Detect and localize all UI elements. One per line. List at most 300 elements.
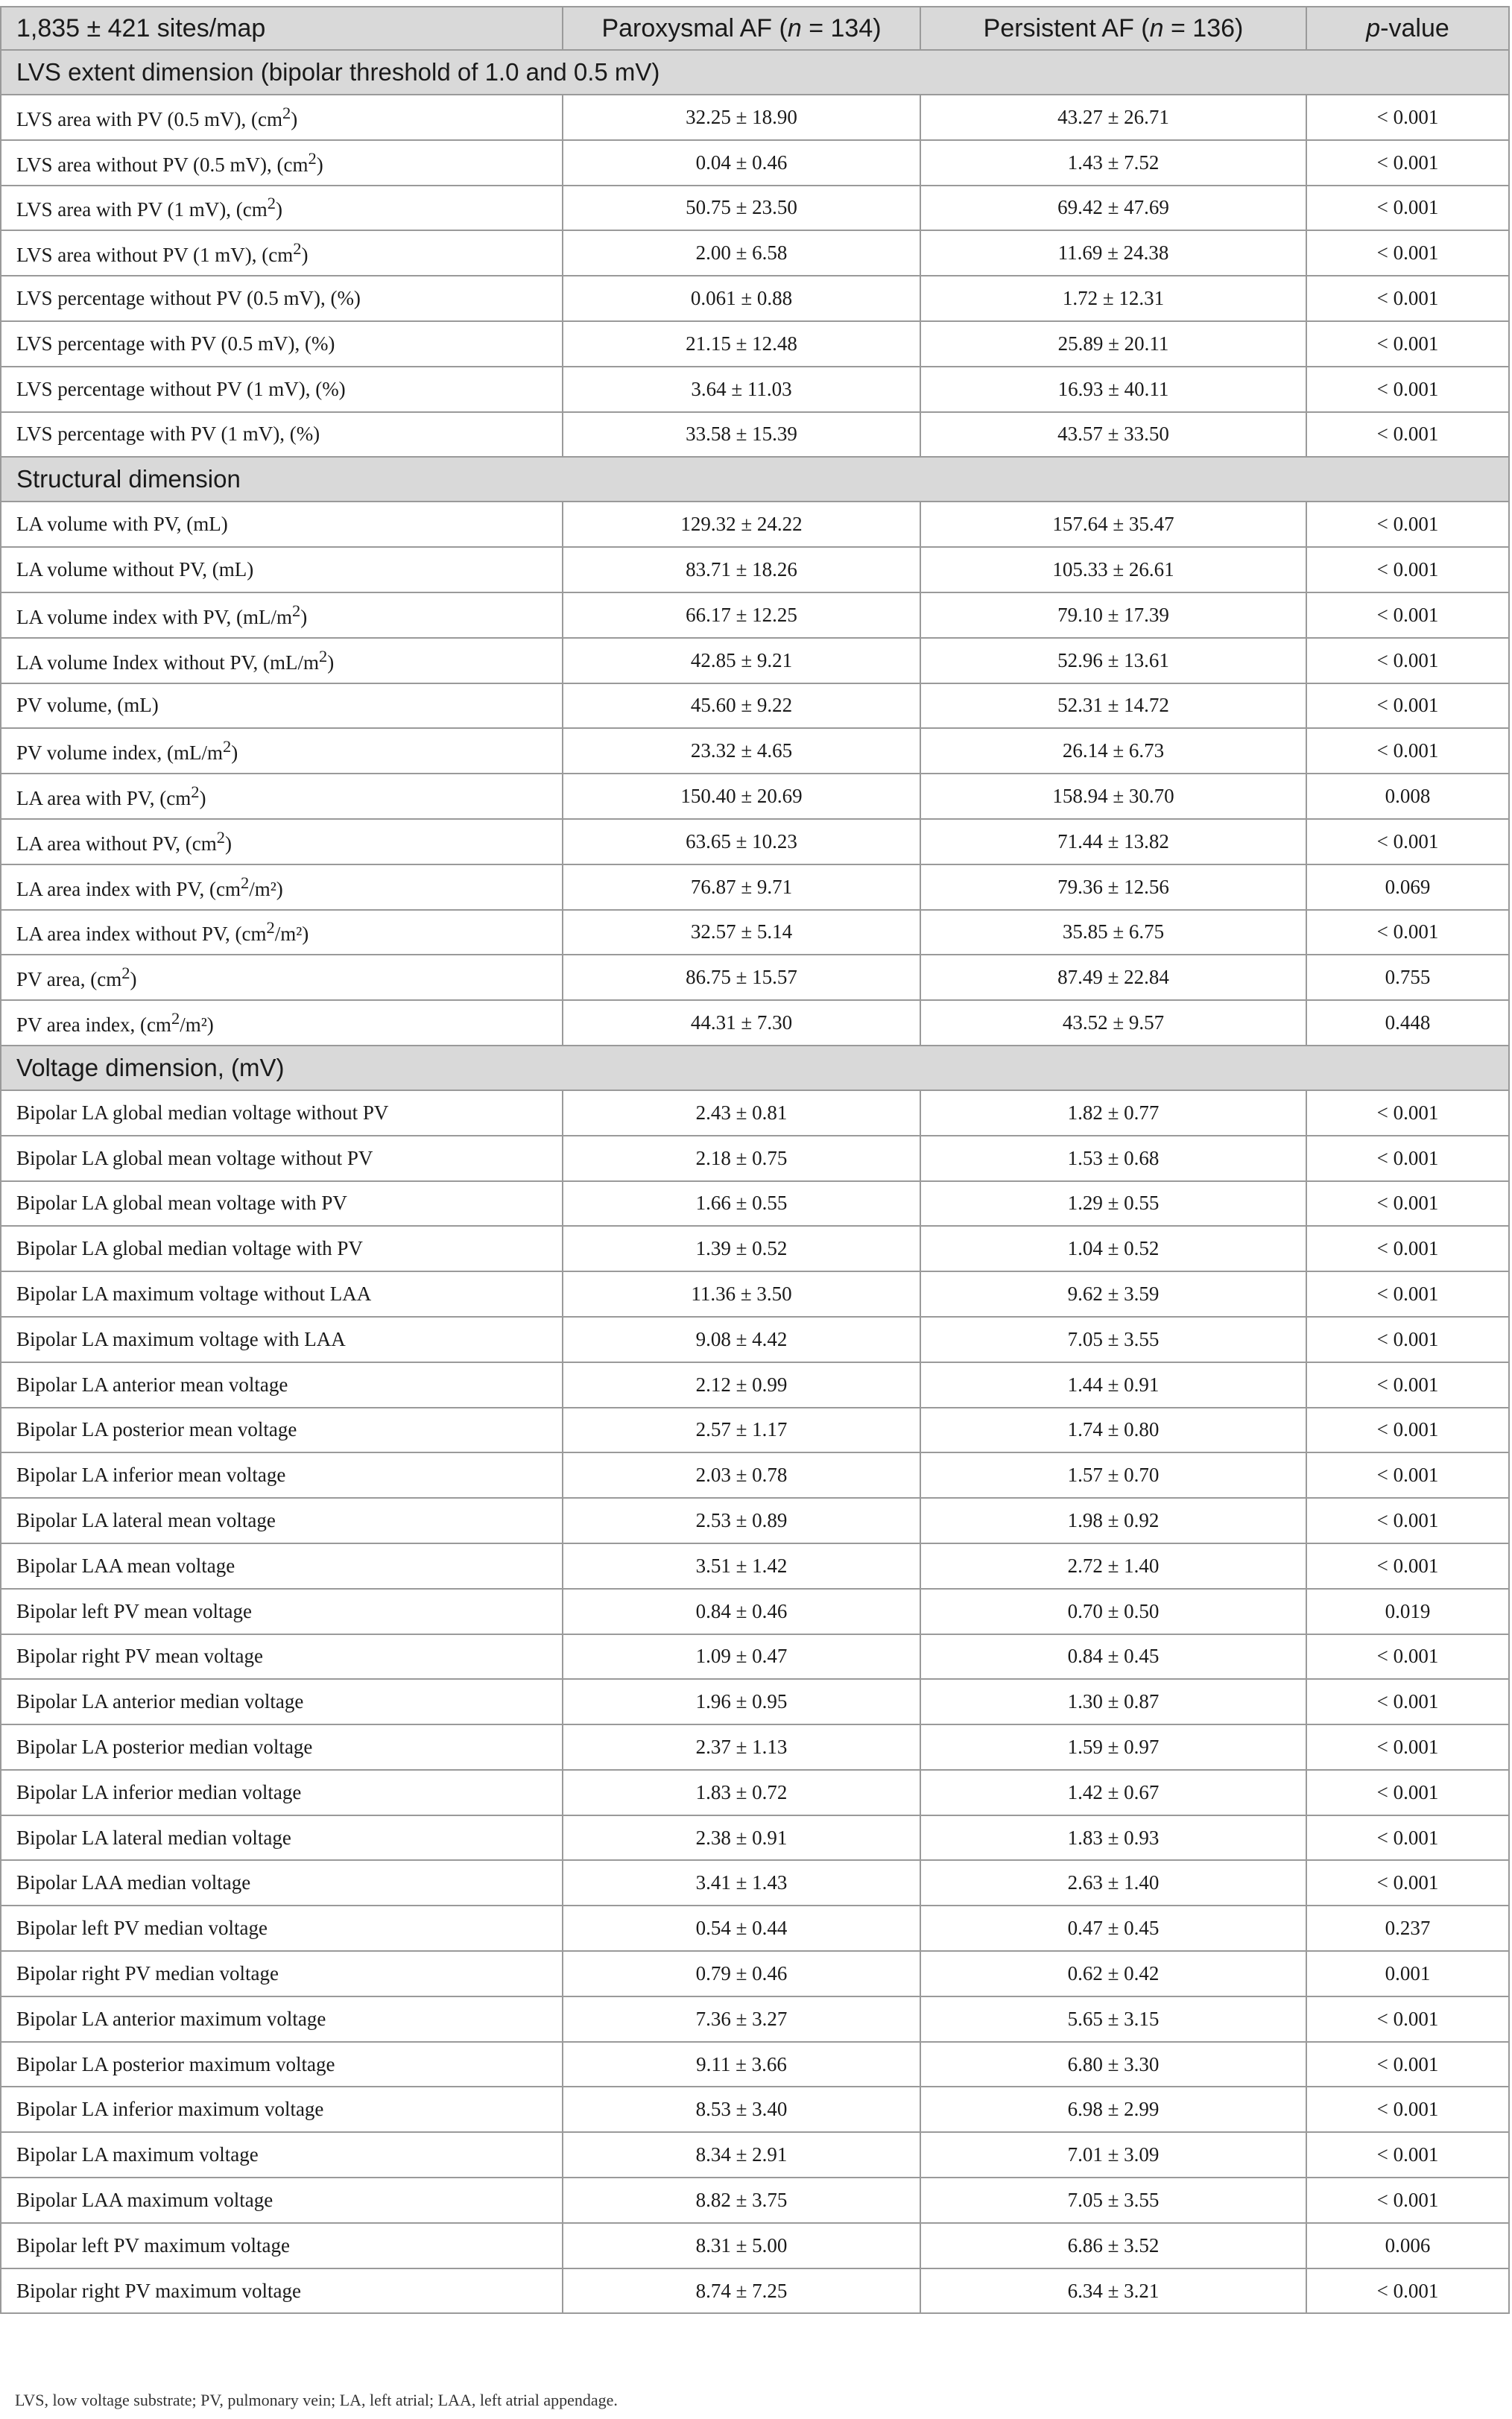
row-label-superscript: 2 — [267, 194, 276, 213]
paroxysmal-value: 83.71 ± 18.26 — [563, 547, 920, 592]
paroxysmal-value: 8.53 ± 3.40 — [563, 2087, 920, 2132]
row-label-text: Bipolar LA anterior maximum voltage — [16, 2007, 326, 2030]
row-label — [1, 1906, 563, 1951]
row-label — [1, 2223, 563, 2268]
persistent-value: 1.83 ± 0.93 — [920, 1815, 1306, 1861]
table-row — [1, 1362, 1509, 1408]
p-value: < 0.001 — [1306, 547, 1509, 592]
row-label-text: Bipolar LA inferior maximum voltage — [16, 2098, 324, 2121]
persistent-value: 43.52 ± 9.57 — [920, 1000, 1306, 1046]
persistent-value: 35.85 ± 6.75 — [920, 910, 1306, 955]
table-row — [1, 2087, 1509, 2132]
p-value: < 0.001 — [1306, 819, 1509, 864]
row-label — [1, 2132, 563, 2178]
p-value: < 0.001 — [1306, 1543, 1509, 1589]
section-row — [1, 50, 1509, 95]
row-label-text: Bipolar LA global mean voltage without PV — [16, 1146, 373, 1169]
row-label-superscript: 2 — [223, 737, 232, 756]
p-value: < 0.001 — [1306, 321, 1509, 367]
p-value: < 0.001 — [1306, 1317, 1509, 1362]
row-label — [1, 276, 563, 321]
table-row — [1, 728, 1509, 774]
row-label — [1, 1770, 563, 1815]
row-label-text: LA area without PV, (cm — [16, 832, 217, 855]
persistent-value: 1.98 ± 0.92 — [920, 1498, 1306, 1543]
footnote: LVS, low voltage substrate; PV, pulmonary vein; LA, left atrial; LAA, left atrial appendage. — [15, 2391, 618, 2409]
row-label-text: Bipolar LA lateral mean voltage — [16, 1509, 276, 1531]
row-label — [1, 1634, 563, 1680]
paroxysmal-value: 2.00 ± 6.58 — [563, 230, 920, 276]
row-label — [1, 1815, 563, 1861]
persistent-value: 1.74 ± 0.80 — [920, 1408, 1306, 1453]
row-label — [1, 321, 563, 367]
section-title: LVS extent dimension (bipolar threshold of 1.0 and 0.5 mV) — [1, 50, 1509, 95]
table-row — [1, 1498, 1509, 1543]
table-row — [1, 1589, 1509, 1634]
paroxysmal-value: 8.74 ± 7.25 — [563, 2268, 920, 2314]
table-row — [1, 502, 1509, 547]
row-label-text: LVS area without PV (1 mV), (cm — [16, 244, 294, 267]
row-label — [1, 1452, 563, 1498]
row-label-superscript: 2 — [293, 239, 302, 259]
persistent-value: 6.98 ± 2.99 — [920, 2087, 1306, 2132]
p-value: < 0.001 — [1306, 2132, 1509, 2178]
paroxysmal-value: 7.36 ± 3.27 — [563, 1996, 920, 2042]
paroxysmal-value: 1.83 ± 0.72 — [563, 1770, 920, 1815]
row-label — [1, 819, 563, 864]
persistent-value: 7.05 ± 3.55 — [920, 2178, 1306, 2223]
table-row — [1, 1271, 1509, 1317]
persistent-value: 25.89 ± 20.11 — [920, 321, 1306, 367]
paroxysmal-value: 1.09 ± 0.47 — [563, 1634, 920, 1680]
row-label-tail: ) — [275, 198, 282, 221]
p-value: < 0.001 — [1306, 1271, 1509, 1317]
p-value: < 0.001 — [1306, 2268, 1509, 2314]
p-value: < 0.001 — [1306, 1679, 1509, 1724]
table-row — [1, 2042, 1509, 2087]
paroxysmal-value: 66.17 ± 12.25 — [563, 592, 920, 638]
row-label — [1, 412, 563, 458]
table-row — [1, 321, 1509, 367]
row-label-superscript: 2 — [292, 601, 301, 620]
row-label — [1, 774, 563, 819]
table-row — [1, 547, 1509, 592]
row-label-tail: ) — [130, 968, 137, 991]
table-row — [1, 1951, 1509, 1996]
persistent-value: 157.64 ± 35.47 — [920, 502, 1306, 547]
paroxysmal-value: 2.18 ± 0.75 — [563, 1136, 920, 1181]
table-row — [1, 1860, 1509, 1906]
table-row — [1, 1408, 1509, 1453]
row-label-text: LA volume without PV, (mL) — [16, 558, 254, 581]
row-label-text: LA volume with PV, (mL) — [16, 513, 228, 536]
row-label — [1, 1362, 563, 1408]
table-row — [1, 367, 1509, 412]
row-label-text: Bipolar right PV median voltage — [16, 1961, 279, 1985]
section-title: Structural dimension — [1, 457, 1509, 502]
header-persistent-n: n — [1149, 13, 1164, 42]
row-label-text: LA volume Index without PV, (mL/m — [16, 651, 319, 674]
table-row — [1, 864, 1509, 910]
header-paroxysmal — [563, 7, 920, 50]
table-row — [1, 1181, 1509, 1227]
paroxysmal-value: 11.36 ± 3.50 — [563, 1271, 920, 1317]
row-label-text: PV volume index, (mL/m — [16, 741, 223, 765]
row-label-text: LA volume index with PV, (mL/m — [16, 605, 292, 628]
paroxysmal-value: 32.57 ± 5.14 — [563, 910, 920, 955]
persistent-value: 1.43 ± 7.52 — [920, 140, 1306, 186]
row-label-text: LVS area with PV (1 mV), (cm — [16, 198, 268, 221]
row-label-text: Bipolar LA global mean voltage with PV — [16, 1192, 347, 1215]
persistent-value: 6.34 ± 3.21 — [920, 2268, 1306, 2314]
table-row — [1, 2178, 1509, 2223]
persistent-value: 1.53 ± 0.68 — [920, 1136, 1306, 1181]
row-label-superscript: 2 — [266, 918, 275, 937]
row-label-text: Bipolar LA anterior mean voltage — [16, 1373, 288, 1396]
row-label-superscript: 2 — [319, 646, 328, 665]
p-value: < 0.001 — [1306, 1815, 1509, 1861]
persistent-value: 71.44 ± 13.82 — [920, 819, 1306, 864]
persistent-value: 6.86 ± 3.52 — [920, 2223, 1306, 2268]
p-value: < 0.001 — [1306, 1408, 1509, 1453]
paroxysmal-value: 44.31 ± 7.30 — [563, 1000, 920, 1046]
persistent-value: 1.42 ± 0.67 — [920, 1770, 1306, 1815]
paroxysmal-value: 1.96 ± 0.95 — [563, 1679, 920, 1724]
row-label — [1, 1724, 563, 1770]
header-row — [1, 7, 1509, 50]
persistent-value: 1.72 ± 12.31 — [920, 276, 1306, 321]
p-value: < 0.001 — [1306, 186, 1509, 231]
p-value: < 0.001 — [1306, 2087, 1509, 2132]
p-value: < 0.001 — [1306, 683, 1509, 729]
row-label-text: LVS area with PV (0.5 mV), (cm — [16, 107, 282, 130]
persistent-value: 0.62 ± 0.42 — [920, 1951, 1306, 1996]
row-label — [1, 1271, 563, 1317]
paroxysmal-value: 150.40 ± 20.69 — [563, 774, 920, 819]
table-row — [1, 1452, 1509, 1498]
paroxysmal-value: 0.04 ± 0.46 — [563, 140, 920, 186]
persistent-value: 7.05 ± 3.55 — [920, 1317, 1306, 1362]
table-row — [1, 910, 1509, 955]
paroxysmal-value: 9.11 ± 3.66 — [563, 2042, 920, 2087]
p-value: 0.755 — [1306, 955, 1509, 1000]
row-label — [1, 95, 563, 140]
row-label-tail: ) — [300, 605, 308, 628]
p-value: < 0.001 — [1306, 910, 1509, 955]
row-label — [1, 1136, 563, 1181]
row-label-text: PV area index, (cm — [16, 1014, 171, 1037]
row-label-tail: ) — [301, 244, 309, 267]
row-label-superscript: 2 — [121, 964, 130, 983]
persistent-value: 9.62 ± 3.59 — [920, 1271, 1306, 1317]
row-label-tail: ) — [291, 107, 298, 130]
row-label — [1, 1408, 563, 1453]
row-label-text: LVS percentage with PV (0.5 mV), (%) — [16, 332, 335, 355]
row-label — [1, 864, 563, 910]
paroxysmal-value: 42.85 ± 9.21 — [563, 638, 920, 683]
header-p-suffix: -value — [1380, 13, 1449, 42]
row-label-tail: ) — [199, 787, 206, 810]
table-row — [1, 276, 1509, 321]
row-label — [1, 1226, 563, 1271]
paroxysmal-value: 2.43 ± 0.81 — [563, 1090, 920, 1136]
paroxysmal-value: 2.03 ± 0.78 — [563, 1452, 920, 1498]
row-label — [1, 2087, 563, 2132]
row-label-text: LVS percentage with PV (1 mV), (%) — [16, 423, 320, 446]
section-row — [1, 457, 1509, 502]
row-label — [1, 186, 563, 231]
p-value: < 0.001 — [1306, 1136, 1509, 1181]
table-row — [1, 2132, 1509, 2178]
table-row — [1, 1226, 1509, 1271]
row-label — [1, 1679, 563, 1724]
row-label-text: Bipolar left PV median voltage — [16, 1917, 268, 1940]
p-value: < 0.001 — [1306, 2178, 1509, 2223]
persistent-value: 1.82 ± 0.77 — [920, 1090, 1306, 1136]
table-row — [1, 1724, 1509, 1770]
table-row — [1, 774, 1509, 819]
paroxysmal-value: 2.53 ± 0.89 — [563, 1498, 920, 1543]
row-label-superscript: 2 — [171, 1009, 180, 1028]
row-label-text: Bipolar LA maximum voltage with LAA — [16, 1327, 346, 1350]
row-label-text: Bipolar LA global median voltage without PV — [16, 1101, 389, 1124]
table-row — [1, 1815, 1509, 1861]
p-value: < 0.001 — [1306, 592, 1509, 638]
row-label — [1, 1000, 563, 1046]
persistent-value: 1.30 ± 0.87 — [920, 1679, 1306, 1724]
table-row — [1, 1770, 1509, 1815]
table-row — [1, 592, 1509, 638]
paroxysmal-value: 0.061 ± 0.88 — [563, 276, 920, 321]
header-sites-map: 1,835 ± 421 sites/map — [1, 7, 563, 50]
row-label — [1, 230, 563, 276]
row-label — [1, 502, 563, 547]
p-value: < 0.001 — [1306, 1452, 1509, 1498]
row-label-text: Bipolar LAA maximum voltage — [16, 2188, 273, 2211]
row-label — [1, 1317, 563, 1362]
p-value: < 0.001 — [1306, 276, 1509, 321]
section-row — [1, 1046, 1509, 1090]
row-label-text: PV area, (cm — [16, 968, 122, 991]
row-label-text: Bipolar LA maximum voltage without LAA — [16, 1283, 372, 1306]
row-label — [1, 1860, 563, 1906]
persistent-value: 43.57 ± 33.50 — [920, 412, 1306, 458]
persistent-value: 52.96 ± 13.61 — [920, 638, 1306, 683]
p-value: 0.001 — [1306, 1951, 1509, 1996]
header-persistent-suffix: = 136) — [1163, 13, 1244, 42]
paroxysmal-value: 0.79 ± 0.46 — [563, 1951, 920, 1996]
p-value: 0.448 — [1306, 1000, 1509, 1046]
table-row — [1, 140, 1509, 186]
row-label — [1, 683, 563, 729]
paroxysmal-value: 2.12 ± 0.99 — [563, 1362, 920, 1408]
p-value: < 0.001 — [1306, 1362, 1509, 1408]
p-value: < 0.001 — [1306, 1090, 1509, 1136]
paroxysmal-value: 0.84 ± 0.46 — [563, 1589, 920, 1634]
row-label-tail: /m²) — [180, 1014, 214, 1037]
persistent-value: 0.47 ± 0.45 — [920, 1906, 1306, 1951]
p-value: < 0.001 — [1306, 367, 1509, 412]
persistent-value: 1.44 ± 0.91 — [920, 1362, 1306, 1408]
row-label-text: Bipolar LA inferior median voltage — [16, 1780, 302, 1803]
p-value: 0.237 — [1306, 1906, 1509, 1951]
table-row — [1, 638, 1509, 683]
persistent-value: 79.10 ± 17.39 — [920, 592, 1306, 638]
table-row — [1, 1317, 1509, 1362]
row-label-tail: /m²) — [274, 923, 309, 946]
row-label-text: Bipolar left PV maximum voltage — [16, 2233, 290, 2257]
table-row — [1, 2268, 1509, 2314]
row-label-superscript: 2 — [282, 103, 291, 122]
persistent-value: 0.84 ± 0.45 — [920, 1634, 1306, 1680]
row-label-superscript: 2 — [191, 782, 200, 802]
persistent-value: 52.31 ± 14.72 — [920, 683, 1306, 729]
p-value: < 0.001 — [1306, 1860, 1509, 1906]
persistent-value: 1.59 ± 0.97 — [920, 1724, 1306, 1770]
table-row — [1, 683, 1509, 729]
row-label — [1, 2178, 563, 2223]
row-label-text: Bipolar LA inferior mean voltage — [16, 1464, 286, 1487]
persistent-value: 2.72 ± 1.40 — [920, 1543, 1306, 1589]
row-label — [1, 140, 563, 186]
row-label-text: LA area index with PV, (cm — [16, 877, 241, 900]
persistent-value: 87.49 ± 22.84 — [920, 955, 1306, 1000]
persistent-value: 5.65 ± 3.15 — [920, 1996, 1306, 2042]
table-row — [1, 1906, 1509, 1951]
table-row — [1, 1996, 1509, 2042]
paroxysmal-value: 86.75 ± 15.57 — [563, 955, 920, 1000]
table-row — [1, 1136, 1509, 1181]
p-value: < 0.001 — [1306, 2042, 1509, 2087]
paroxysmal-value: 1.39 ± 0.52 — [563, 1226, 920, 1271]
row-label — [1, 1951, 563, 1996]
persistent-value: 16.93 ± 40.11 — [920, 367, 1306, 412]
p-value: 0.019 — [1306, 1589, 1509, 1634]
table-row — [1, 230, 1509, 276]
row-label-text: LVS percentage without PV (0.5 mV), (%) — [16, 287, 361, 310]
row-label-text: Bipolar right PV maximum voltage — [16, 2279, 301, 2302]
row-label-text: PV volume, (mL) — [16, 694, 159, 717]
p-value: < 0.001 — [1306, 1996, 1509, 2042]
section-title: Voltage dimension, (mV) — [1, 1046, 1509, 1090]
table-row — [1, 95, 1509, 140]
row-label — [1, 1090, 563, 1136]
paroxysmal-value: 2.37 ± 1.13 — [563, 1724, 920, 1770]
row-label-text: LA area with PV, (cm — [16, 787, 192, 810]
persistent-value: 0.70 ± 0.50 — [920, 1589, 1306, 1634]
row-label-text: LVS area without PV (0.5 mV), (cm — [16, 153, 309, 176]
row-label-tail: ) — [316, 153, 323, 176]
paroxysmal-value: 9.08 ± 4.42 — [563, 1317, 920, 1362]
paroxysmal-value: 0.54 ± 0.44 — [563, 1906, 920, 1951]
table-row — [1, 1679, 1509, 1724]
persistent-value: 6.80 ± 3.30 — [920, 2042, 1306, 2087]
persistent-value: 26.14 ± 6.73 — [920, 728, 1306, 774]
persistent-value: 43.27 ± 26.71 — [920, 95, 1306, 140]
paroxysmal-value: 32.25 ± 18.90 — [563, 95, 920, 140]
header-paroxysmal-suffix: = 134) — [801, 13, 882, 42]
p-value: < 0.001 — [1306, 95, 1509, 140]
row-label-superscript: 2 — [240, 873, 250, 892]
row-label — [1, 910, 563, 955]
paroxysmal-value: 23.32 ± 4.65 — [563, 728, 920, 774]
paroxysmal-value: 2.38 ± 0.91 — [563, 1815, 920, 1861]
row-label-text: Bipolar LA anterior median voltage — [16, 1690, 304, 1713]
p-value: < 0.001 — [1306, 1226, 1509, 1271]
paroxysmal-value: 3.64 ± 11.03 — [563, 367, 920, 412]
table-row — [1, 955, 1509, 1000]
row-label — [1, 1996, 563, 2042]
table-row — [1, 1634, 1509, 1680]
table-row — [1, 412, 1509, 458]
row-label — [1, 1498, 563, 1543]
persistent-value: 2.63 ± 1.40 — [920, 1860, 1306, 1906]
paroxysmal-value: 76.87 ± 9.71 — [563, 864, 920, 910]
paroxysmal-value: 8.82 ± 3.75 — [563, 2178, 920, 2223]
table-row — [1, 1090, 1509, 1136]
row-label-text: Bipolar LAA median voltage — [16, 1871, 251, 1894]
p-value: < 0.001 — [1306, 1724, 1509, 1770]
row-label-superscript: 2 — [308, 148, 317, 168]
row-label — [1, 955, 563, 1000]
paroxysmal-value: 33.58 ± 15.39 — [563, 412, 920, 458]
table-row — [1, 186, 1509, 231]
row-label-text: Bipolar LA global median voltage with PV — [16, 1237, 363, 1260]
row-label — [1, 1181, 563, 1227]
row-label — [1, 1543, 563, 1589]
persistent-value: 1.29 ± 0.55 — [920, 1181, 1306, 1227]
row-label — [1, 547, 563, 592]
paroxysmal-value: 8.34 ± 2.91 — [563, 2132, 920, 2178]
p-value: < 0.001 — [1306, 638, 1509, 683]
persistent-value: 7.01 ± 3.09 — [920, 2132, 1306, 2178]
paroxysmal-value: 129.32 ± 24.22 — [563, 502, 920, 547]
row-label-text: Bipolar LA posterior median voltage — [16, 1735, 313, 1758]
header-paroxysmal-n: n — [787, 13, 802, 42]
header-p-value — [1306, 7, 1509, 50]
row-label — [1, 2268, 563, 2314]
header-paroxysmal-prefix: Paroxysmal AF ( — [601, 13, 788, 42]
p-value: < 0.001 — [1306, 728, 1509, 774]
header-persistent — [920, 7, 1306, 50]
paroxysmal-value: 63.65 ± 10.23 — [563, 819, 920, 864]
row-label-superscript: 2 — [216, 827, 225, 847]
p-value: < 0.001 — [1306, 1181, 1509, 1227]
paroxysmal-value: 8.31 ± 5.00 — [563, 2223, 920, 2268]
paroxysmal-value: 3.51 ± 1.42 — [563, 1543, 920, 1589]
row-label-text: Bipolar LA maximum voltage — [16, 2143, 259, 2166]
p-value: 0.069 — [1306, 864, 1509, 910]
paroxysmal-value: 3.41 ± 1.43 — [563, 1860, 920, 1906]
row-label — [1, 1589, 563, 1634]
p-value: < 0.001 — [1306, 502, 1509, 547]
table-body — [1, 50, 1509, 2313]
row-label — [1, 728, 563, 774]
persistent-value: 158.94 ± 30.70 — [920, 774, 1306, 819]
row-label — [1, 2042, 563, 2087]
p-value: < 0.001 — [1306, 412, 1509, 458]
header-persistent-prefix: Persistent AF ( — [983, 13, 1150, 42]
p-value: < 0.001 — [1306, 1634, 1509, 1680]
row-label-text: Bipolar LA posterior maximum voltage — [16, 2052, 335, 2075]
row-label — [1, 367, 563, 412]
table-row — [1, 2223, 1509, 2268]
persistent-value: 79.36 ± 12.56 — [920, 864, 1306, 910]
row-label-text: LVS percentage without PV (1 mV), (%) — [16, 377, 346, 400]
paroxysmal-value: 50.75 ± 23.50 — [563, 186, 920, 231]
data-table — [0, 6, 1510, 2314]
row-label-text: Bipolar LA posterior mean voltage — [16, 1418, 297, 1441]
